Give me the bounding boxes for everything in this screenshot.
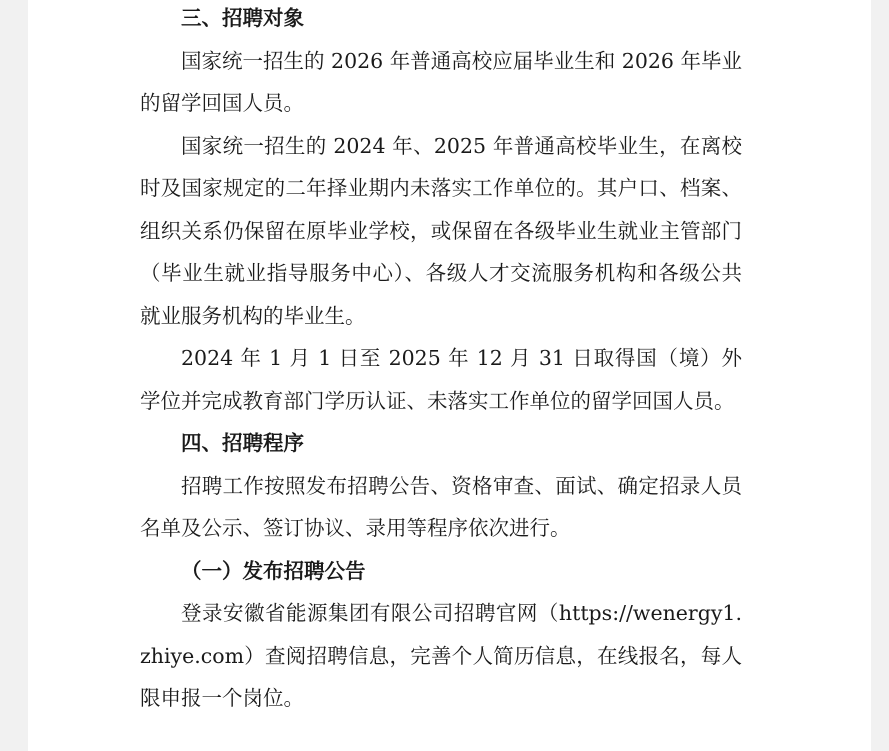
paragraph-overseas-returnees: 2024 年 1 月 1 日至 2025 年 12 月 31 日取得国（境）外学位并完成教育部门学历认证、未落实工作单位的留学回国人员。 — [140, 346, 742, 413]
section-heading-recruitment-procedure: 四、招聘程序 — [181, 431, 304, 455]
paragraph-online-application: 登录安徽省能源集团有限公司招聘官网（https://wenergy1.zhiye.com）查阅招聘信息，完善个人简历信息，在线报名，每人限申报一个岗位。 — [140, 601, 742, 710]
subsection-heading-publish-notice: （一）发布招聘公告 — [181, 558, 366, 583]
document-page — [28, 0, 871, 751]
paragraph-graduates-2024-2025: 国家统一招生的 2024 年、2025 年普通高校毕业生，在离校时及国家规定的二年择业期内未落实工作单位的。其户口、档案、组织关系仍保留在原毕业学校，或保留在各级毕业生就业主管部门（毕业生就业指导服务中心）、各级人才交流服务机构和各级公共就业服务机构的毕业生。 — [140, 133, 742, 328]
paragraph-graduates-2026: 国家统一招生的 2026 年普通高校应届毕业生和 2026 年毕业的留学回国人员。 — [140, 48, 742, 115]
paragraph-procedure-intro: 招聘工作按照发布招聘公告、资格审查、面试、确定招录人员名单及公示、签订协议、录用等程序依次进行。 — [140, 473, 742, 540]
document-body — [140, 0, 742, 720]
section-heading-recruitment-targets: 三、招聘对象 — [181, 6, 304, 30]
